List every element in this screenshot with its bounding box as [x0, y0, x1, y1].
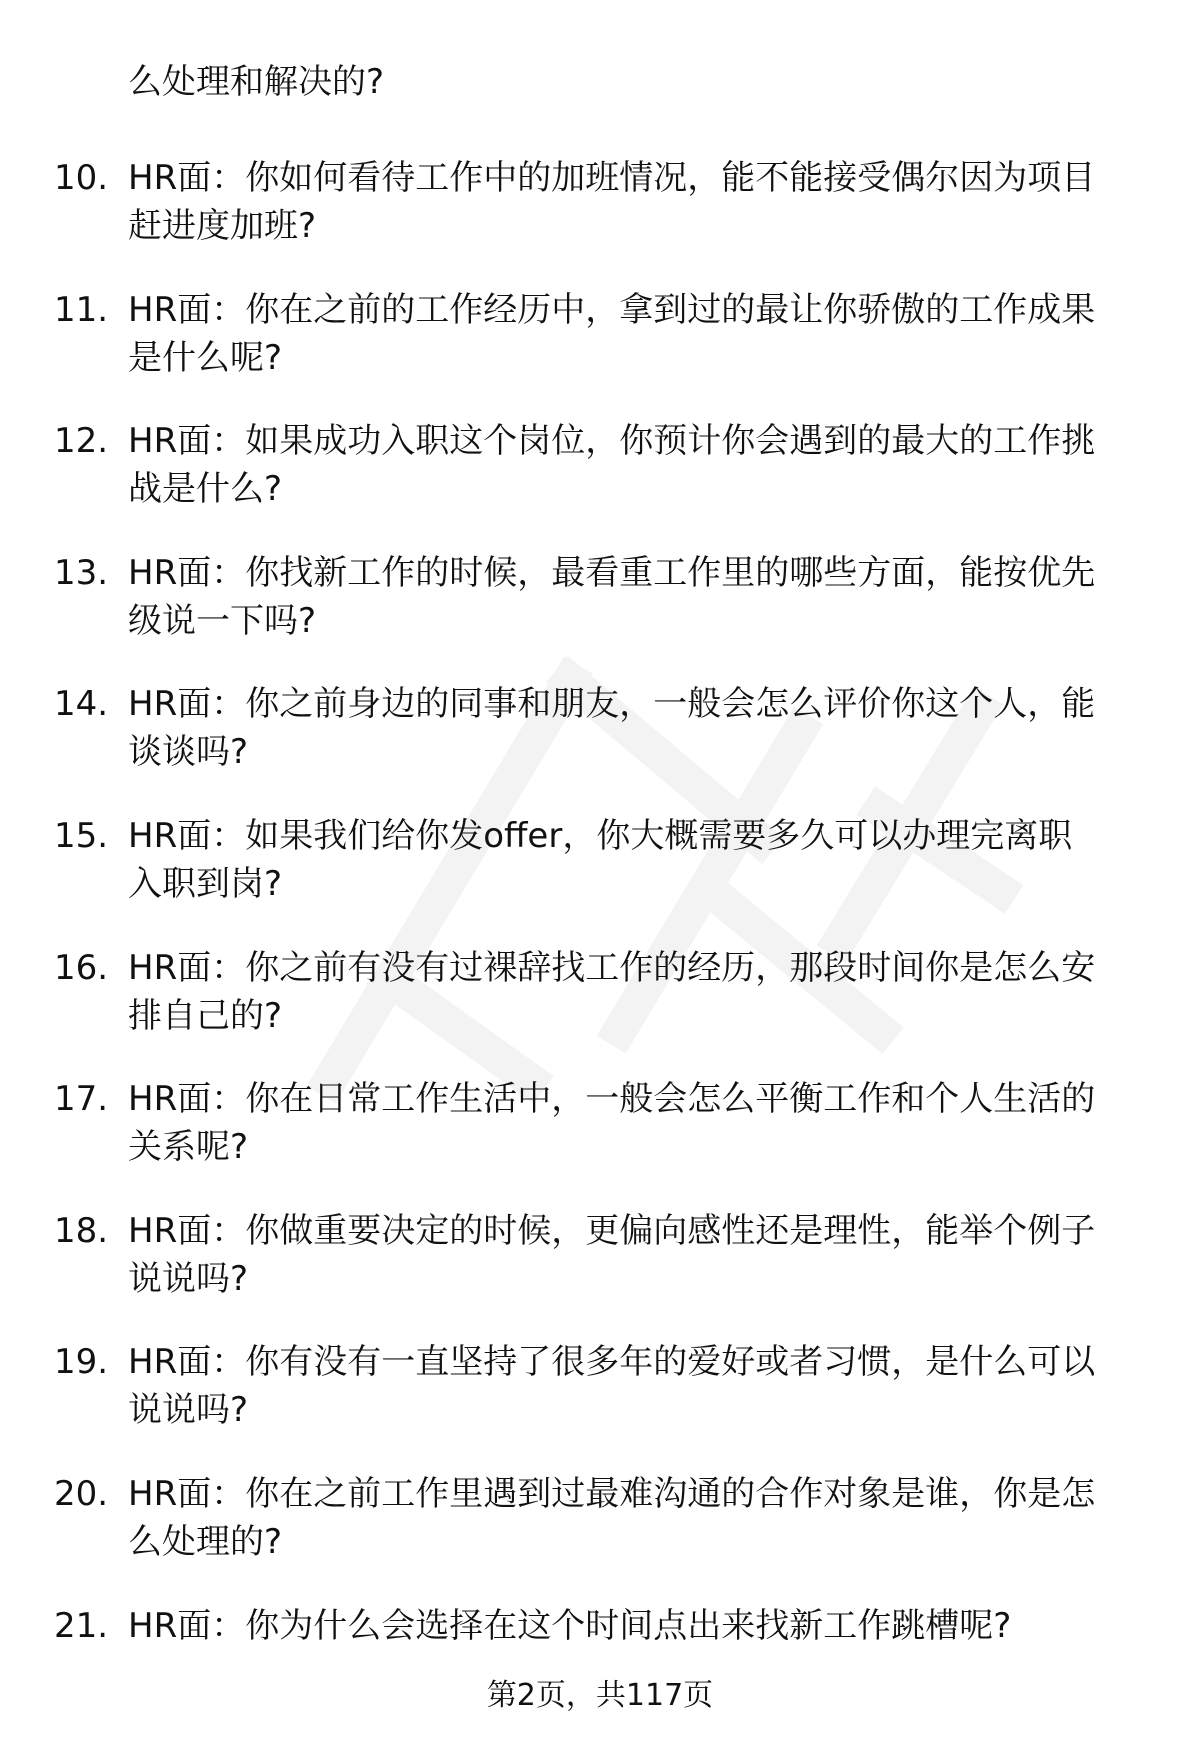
question-number: 10. [54, 158, 109, 198]
question-item [0, 1075, 1200, 1207]
question-number: 11. [54, 289, 109, 330]
question-number: 20. [54, 1473, 109, 1514]
question-item [0, 1207, 1200, 1339]
question-number: 13. [54, 552, 109, 593]
question-item [0, 680, 1200, 812]
question-item [0, 549, 1200, 681]
question-list [0, 154, 1200, 1733]
question-text-line: HR面：你有没有一直坚持了很多年的爱好或者习惯，是什么可以 [128, 1342, 1096, 1383]
page-footer: 第2页，共117页 [486, 1678, 714, 1713]
question-text-line: 谈谈吗? [128, 732, 249, 773]
question-number: 21. [54, 1605, 109, 1646]
question-item [0, 1470, 1200, 1602]
question-text-line: 级说一下吗? [128, 600, 317, 641]
question-number: 14. [54, 684, 109, 725]
question-item [0, 286, 1200, 418]
question-text-line: 是什么呢? [128, 337, 283, 378]
question-item [0, 1338, 1200, 1470]
continuation-text: 么处理和解决的? [128, 62, 385, 102]
question-text-line: HR面：你为什么会选择在这个时间点出来找新工作跳槽呢? [128, 1605, 1012, 1646]
question-text-line: 么处理的? [128, 1521, 283, 1562]
question-text-line: 入职到岗? [128, 863, 283, 904]
question-item [0, 154, 1200, 286]
question-number: 12. [54, 421, 109, 462]
question-text-line: 战是什么? [128, 469, 283, 510]
question-text-line: 说说吗? [128, 1390, 249, 1431]
question-text-line: HR面：如果我们给你发offer，你大概需要多久可以办理完离职 [128, 815, 1073, 856]
question-text-line: 排自己的? [128, 995, 283, 1036]
question-number: 15. [54, 815, 109, 856]
question-text-line: HR面：你在日常工作生活中，一般会怎么平衡工作和个人生活的 [128, 1079, 1096, 1120]
question-text-line: HR面：你如何看待工作中的加班情况，能不能接受偶尔因为项目 [128, 158, 1096, 198]
question-text-line: 赶进度加班? [128, 206, 317, 246]
question-number: 17. [54, 1079, 109, 1120]
question-text-line: HR面：如果成功入职这个岗位，你预计你会遇到的最大的工作挑 [128, 421, 1096, 462]
question-text-line: HR面：你找新工作的时候，最看重工作里的哪些方面，能按优先 [128, 552, 1096, 593]
question-item [0, 812, 1200, 944]
question-text-line: HR面：你在之前工作里遇到过最难沟通的合作对象是谁，你是怎 [128, 1473, 1096, 1514]
question-text-line: 说说吗? [128, 1258, 249, 1299]
question-text-line: HR面：你在之前的工作经历中，拿到过的最让你骄傲的工作成果 [128, 289, 1096, 330]
question-text-line: HR面：你做重要决定的时候，更偏向感性还是理性，能举个例子 [128, 1210, 1096, 1251]
question-text-line: HR面：你之前有没有过裸辞找工作的经历，那段时间你是怎么安 [128, 947, 1096, 988]
question-number: 16. [54, 947, 109, 988]
question-number: 19. [54, 1342, 109, 1383]
question-text-line: HR面：你之前身边的同事和朋友，一般会怎么评价你这个人，能 [128, 684, 1096, 725]
question-number: 18. [54, 1210, 109, 1251]
question-item [0, 417, 1200, 549]
question-item [0, 944, 1200, 1076]
question-text-line: 关系呢? [128, 1127, 249, 1168]
